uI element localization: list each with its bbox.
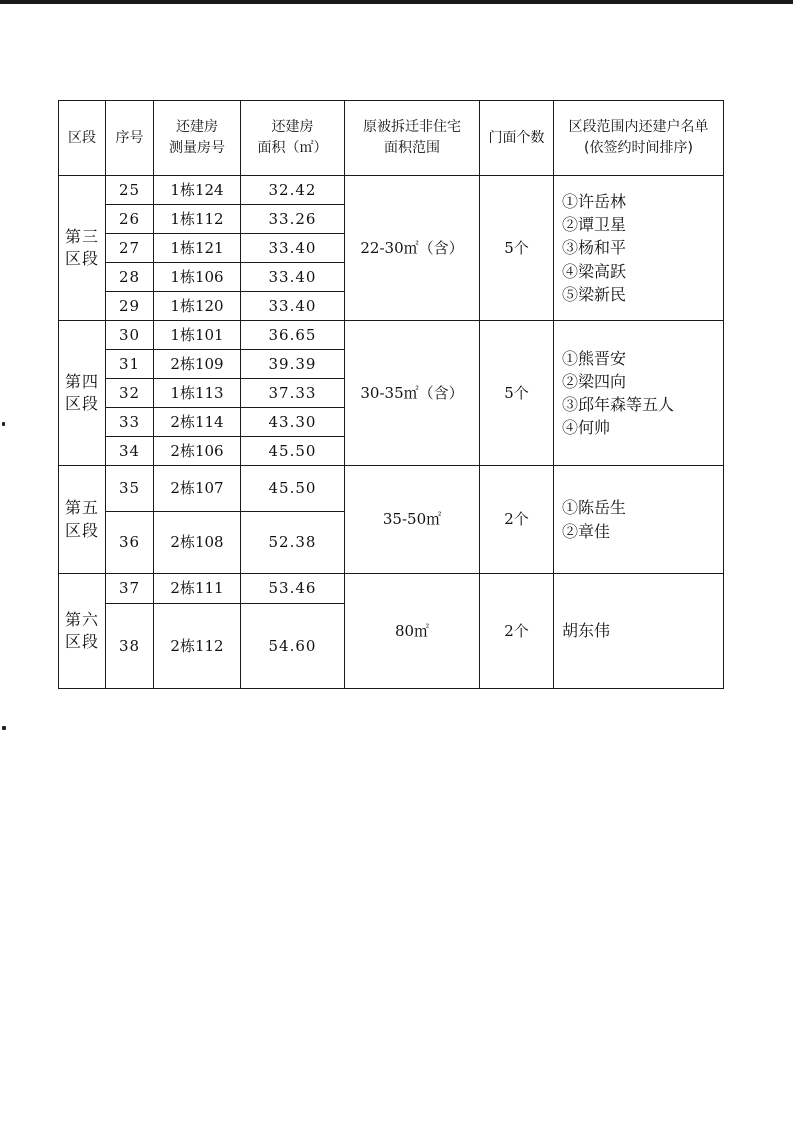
seq-cell: 29 — [106, 292, 154, 321]
area-range-cell: 22-30㎡（含） — [345, 176, 480, 321]
household-name: ③杨和平 — [562, 238, 627, 258]
header-section — [59, 101, 106, 176]
area-cell: 33.40 — [241, 234, 345, 263]
room-cell: 1栋120 — [154, 292, 241, 321]
table-row — [59, 321, 724, 350]
table-header — [59, 101, 724, 176]
room-cell: 1栋113 — [154, 379, 241, 408]
household-name: ②章佳 — [562, 521, 611, 541]
storefront-count-cell: 2个 — [480, 574, 554, 689]
top-border-rule — [0, 0, 793, 4]
header-room-line1: 还建房 — [176, 119, 218, 135]
header-room-line2: 测量房号 — [169, 140, 225, 156]
table-row — [59, 176, 724, 205]
area-cell: 32.42 — [241, 176, 345, 205]
household-list-cell — [554, 321, 724, 466]
table-body — [59, 176, 724, 689]
area-range-cell: 80㎡ — [345, 574, 480, 689]
header-seq — [106, 101, 154, 176]
section-label-line1: 第四 — [64, 371, 99, 391]
area-cell: 54.60 — [241, 604, 345, 689]
room-cell: 1栋121 — [154, 234, 241, 263]
room-cell: 1栋112 — [154, 205, 241, 234]
room-cell: 2栋114 — [154, 408, 241, 437]
household-name: ①陈岳生 — [562, 498, 627, 518]
area-range-cell: 35-50㎡ — [345, 466, 480, 574]
seq-cell: 27 — [106, 234, 154, 263]
header-section-text: 区段 — [68, 129, 96, 146]
seq-cell: 35 — [106, 466, 154, 512]
seq-cell: 38 — [106, 604, 154, 689]
seq-cell: 26 — [106, 205, 154, 234]
area-cell: 37.33 — [241, 379, 345, 408]
header-range-line2: 面积范围 — [384, 140, 440, 156]
household-name: ①熊晋安 — [562, 348, 627, 368]
room-cell: 2栋111 — [154, 574, 241, 604]
header-area-line1: 还建房 — [271, 119, 314, 135]
section-label-line2: 区段 — [64, 394, 99, 413]
area-cell: 36.65 — [241, 321, 345, 350]
section-label-cell — [59, 321, 106, 466]
household-name: ⑤梁新民 — [562, 284, 627, 304]
section-label-line1: 第三 — [64, 226, 99, 246]
resettlement-table — [58, 100, 724, 689]
seq-cell: 25 — [106, 176, 154, 205]
area-cell: 52.38 — [241, 512, 345, 574]
room-cell: 2栋112 — [154, 604, 241, 689]
household-name: ③邱年森等五人 — [562, 395, 675, 414]
area-cell: 53.46 — [241, 574, 345, 604]
header-seq-text: 序号 — [115, 129, 144, 146]
household-name: 胡东伟 — [562, 621, 611, 641]
section-label-line1: 第五 — [64, 498, 99, 518]
header-area — [241, 101, 345, 176]
area-cell: 45.50 — [241, 437, 345, 466]
seq-cell: 33 — [106, 408, 154, 437]
header-storefront-count — [480, 101, 554, 176]
seq-cell: 36 — [106, 512, 154, 574]
header-room-number — [154, 101, 241, 176]
seq-cell: 37 — [106, 574, 154, 604]
household-list-cell — [554, 466, 724, 574]
room-cell: 1栋106 — [154, 263, 241, 292]
room-cell: 1栋124 — [154, 176, 241, 205]
header-area-line2: 面积（㎡） — [257, 140, 328, 156]
household-name: ①许岳林 — [562, 192, 627, 212]
storefront-count-cell: 5个 — [480, 321, 554, 466]
room-cell: 2栋109 — [154, 350, 241, 379]
section-label-cell — [59, 176, 106, 321]
scan-mark — [2, 422, 5, 426]
household-list-cell — [554, 574, 724, 689]
household-name: ④梁高跃 — [562, 261, 627, 281]
section-label-line1: 第六 — [64, 609, 99, 629]
area-range-cell: 30-35㎡（含） — [345, 321, 480, 466]
household-name: ④何帅 — [562, 418, 611, 438]
scan-mark — [2, 726, 6, 730]
area-cell: 43.30 — [241, 408, 345, 437]
area-cell: 39.39 — [241, 350, 345, 379]
room-cell: 2栋108 — [154, 512, 241, 574]
header-household-list — [554, 101, 724, 176]
household-list-cell — [554, 176, 724, 321]
storefront-count-cell: 5个 — [480, 176, 554, 321]
seq-cell: 30 — [106, 321, 154, 350]
room-cell: 1栋101 — [154, 321, 241, 350]
area-cell: 33.40 — [241, 263, 345, 292]
area-cell: 45.50 — [241, 466, 345, 512]
area-cell: 33.26 — [241, 205, 345, 234]
header-storefront-text: 门面个数 — [488, 129, 545, 146]
table-row — [59, 574, 724, 604]
area-cell: 33.40 — [241, 292, 345, 321]
household-name: ②谭卫星 — [562, 215, 627, 235]
seq-cell: 31 — [106, 350, 154, 379]
section-label-line2: 区段 — [64, 520, 99, 540]
room-cell: 2栋106 — [154, 437, 241, 466]
seq-cell: 34 — [106, 437, 154, 466]
header-area-range — [345, 101, 480, 176]
seq-cell: 32 — [106, 379, 154, 408]
seq-cell: 28 — [106, 263, 154, 292]
section-label-line2: 区段 — [64, 632, 99, 651]
section-label-line2: 区段 — [64, 249, 99, 268]
storefront-count-cell: 2个 — [480, 466, 554, 574]
household-name: ②梁四向 — [562, 371, 627, 391]
header-row — [59, 101, 724, 176]
section-label-cell — [59, 574, 106, 689]
section-label-cell — [59, 466, 106, 574]
header-list-line1: 区段范围内还建户名单 — [568, 119, 709, 135]
header-list-line2: (依签约时间排序) — [584, 140, 693, 156]
room-cell: 2栋107 — [154, 466, 241, 512]
table-row — [59, 466, 724, 512]
header-range-line1: 原被拆迁非住宅 — [363, 119, 461, 135]
